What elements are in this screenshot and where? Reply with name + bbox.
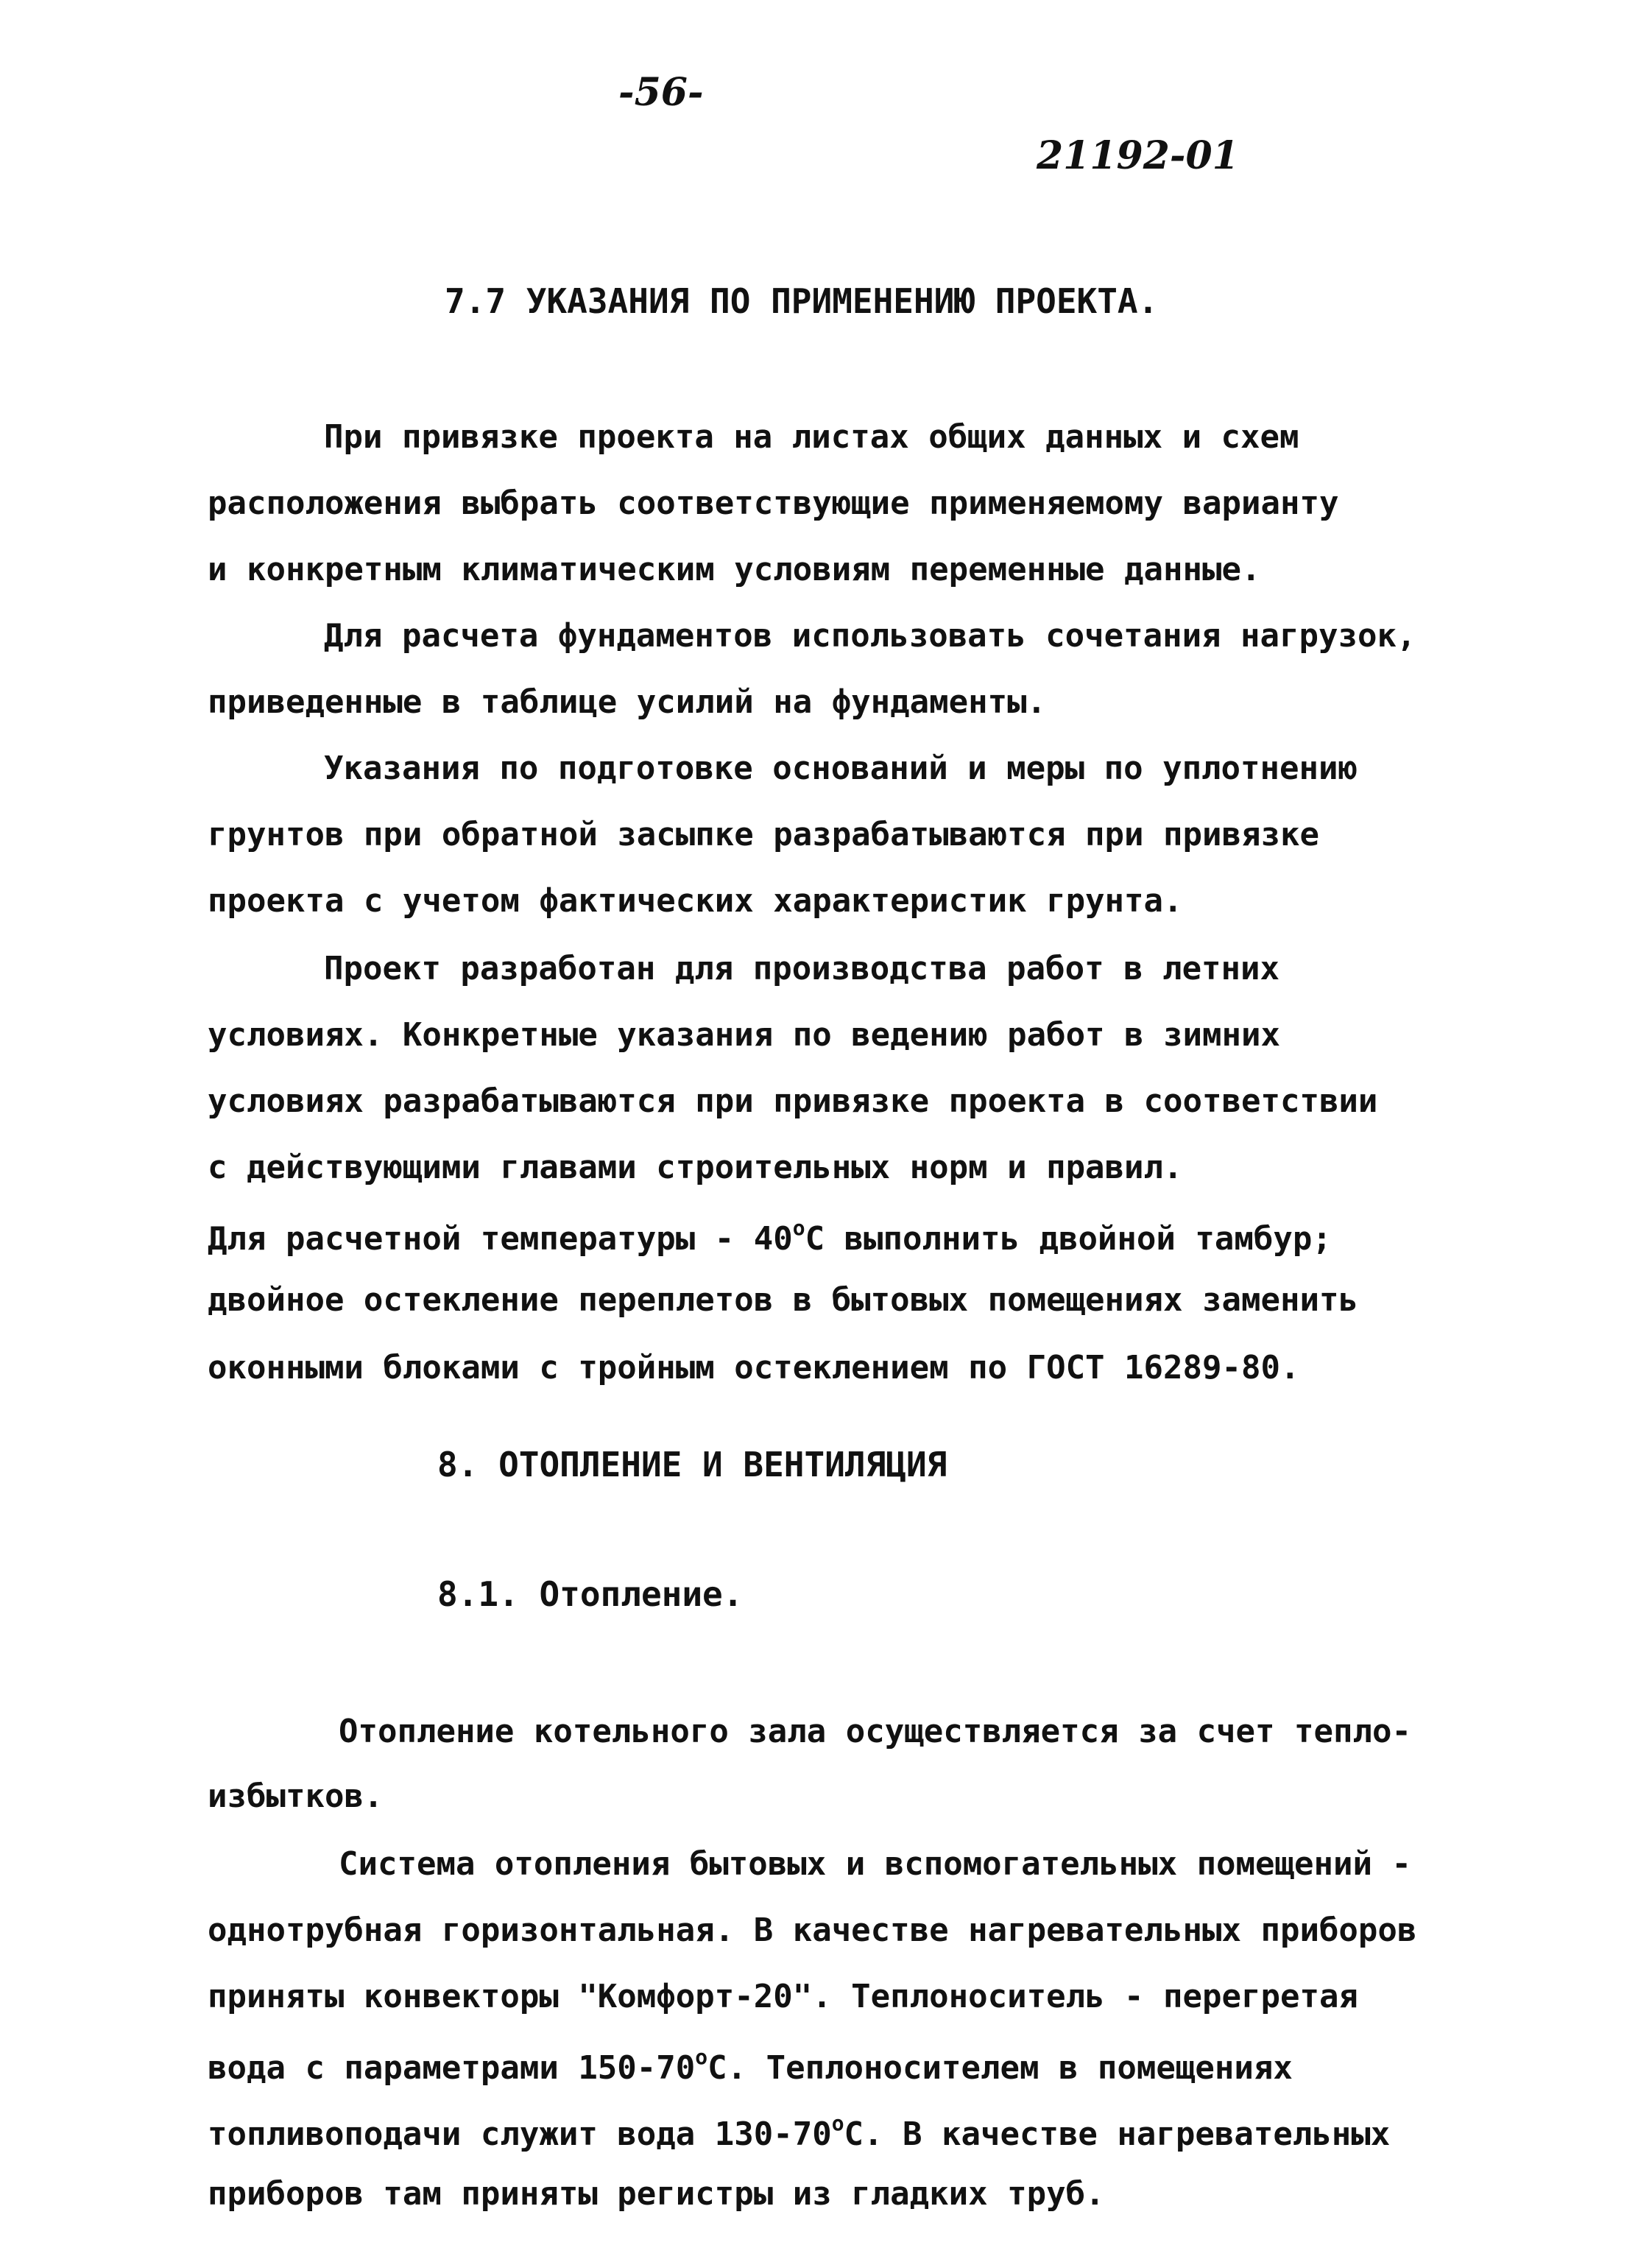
section-8-heading: 8. ОТОПЛЕНИЕ И ВЕНТИЛЯЦИЯ bbox=[437, 1445, 947, 1484]
fuel-text-after: С. В качестве нагревательных bbox=[844, 2115, 1391, 2153]
paragraph-line: Указания по подготовке оснований и меры по уплотнению bbox=[324, 750, 1358, 787]
water-text-before: вода с параметрами 150-70 bbox=[208, 2049, 696, 2087]
water-parameters-line bbox=[208, 2047, 1293, 2085]
section-8-1-heading: 8.1. Отопление. bbox=[437, 1574, 744, 1614]
paragraph-line: условиях разрабатываются при привязке проекта в соответствии bbox=[208, 1082, 1378, 1120]
section-7-7-heading: 7.7 УКАЗАНИЯ ПО ПРИМЕНЕНИЮ ПРОЕКТА. bbox=[445, 281, 1159, 321]
temperature-line bbox=[208, 1216, 1332, 1258]
paragraph-line: двойное остекление переплетов в бытовых помещениях заменить bbox=[208, 1281, 1358, 1319]
paragraph-line: приняты конвекторы "Комфорт-20". Теплоноситель - перегретая bbox=[208, 1978, 1358, 2015]
paragraph-line: и конкретным климатическим условиям переменные данные. bbox=[208, 551, 1261, 588]
degree-sign: o bbox=[695, 2045, 708, 2069]
paragraph-line: расположения выбрать соответствующие применяемому варианту bbox=[208, 485, 1339, 522]
page-number: -56- bbox=[618, 70, 704, 115]
paragraph-line: Проект разработан для производства работ в летних bbox=[324, 950, 1280, 987]
degree-sign: o bbox=[831, 2111, 844, 2135]
paragraph-line: приборов там приняты регистры из гладких труб. bbox=[208, 2175, 1105, 2213]
paragraph-line: избытков. bbox=[208, 1777, 384, 1815]
degree-sign: o bbox=[792, 1216, 805, 1240]
temperature-text-before: Для расчетной температуры - 40 bbox=[208, 1220, 793, 1258]
water-text-after: С. Теплоносителем в помещениях bbox=[707, 2049, 1293, 2087]
paragraph-line: При привязке проекта на листах общих данных и схем bbox=[324, 418, 1299, 456]
paragraph-line: однотрубная горизонтальная. В качестве нагревательных приборов bbox=[208, 1912, 1417, 1949]
paragraph-line: оконными блоками с тройным остеклением по ГОСТ 16289-80. bbox=[208, 1349, 1300, 1387]
paragraph-line: грунтов при обратной засыпке разрабатываются при привязке bbox=[208, 816, 1319, 853]
paragraph-line: приведенные в таблице усилий на фундаменты. bbox=[208, 683, 1047, 721]
paragraph-line: Система отопления бытовых и вспомогательных помещений - bbox=[339, 1845, 1411, 1883]
paragraph-line: Отопление котельного зала осуществляется за счет тепло- bbox=[339, 1713, 1411, 1750]
paragraph-line: условиях. Конкретные указания по ведению работ в зимних bbox=[208, 1016, 1280, 1054]
fuel-supply-line bbox=[208, 2113, 1390, 2151]
paragraph-line: Для расчета фундаментов использовать сочетания нагрузок, bbox=[324, 617, 1416, 655]
paragraph-line: с действующими главами строительных норм и правил. bbox=[208, 1149, 1183, 1186]
temperature-text-after: С выполнить двойной тамбур; bbox=[805, 1220, 1332, 1258]
fuel-text-before: топливоподачи служит вода 130-70 bbox=[208, 2115, 832, 2153]
paragraph-line: проекта с учетом фактических характеристик грунта. bbox=[208, 882, 1183, 920]
document-code: 21192-01 bbox=[1037, 133, 1239, 178]
